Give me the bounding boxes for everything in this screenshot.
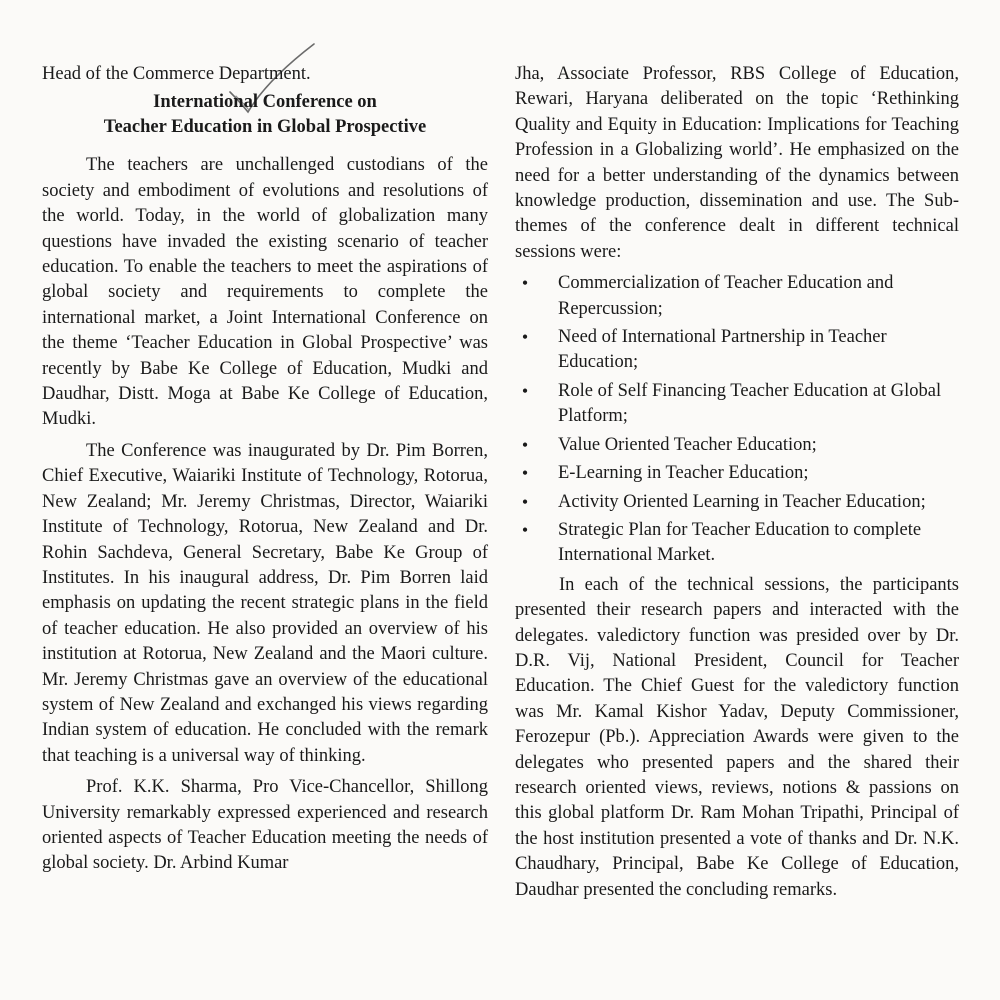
article-heading-line-2: Teacher Education in Global Prospective <box>103 117 427 138</box>
paragraph-inauguration: The Conference was inaugurated by Dr. Pim Borren, Chief Executive, Waiariki Institute of Technology, Rotorua, New Zealand; Mr. Jeremy Christmas, Director, Waiariki Institute of Technology, Rotorua, New Zealand and Dr. Rohin Sachdeva, General Secretary, Babe Ke Group of Institutes. In his inaugural address, Dr. Pim Borren laid emphasis on updating the recent strategic plans in the field of teacher education. He also provided an overview of his institution at Rotorua, New Zealand and the Maori culture. Mr. Jeremy Christmas gave an overview of the educational system of New Zealand and exchanged his views regarding Indian system of education. He concluded with the remark that teaching is a universal way of thinking. <box>42 440 488 766</box>
list-item-text: Role of Self Financing Teacher Education at Global Platform; <box>558 380 942 427</box>
paragraph-intro: The teachers are unchallenged custodians of the society and embodiment of evolutions and resolutions of the world. Today, in the world of globalization many questions have invaded the existing scenario of teacher education. To enable the teachers to meet the aspirations of global society and requirements to complete the international market, a Joint International Conference on the theme ‘Teacher Education in Global Prospective’ was recently by Babe Ke College of Education, Mudki and Daudhar, Distt. Moga at Babe Ke College of Education, Mudki. <box>42 155 488 430</box>
list-item-text: Strategic Plan for Teacher Education to complete International Market. <box>558 519 922 566</box>
list-item <box>515 433 959 458</box>
bullet-icon: • <box>521 327 529 348</box>
bullet-icon: • <box>521 463 529 484</box>
list-item <box>515 490 959 515</box>
right-column <box>515 62 959 909</box>
paragraph-keynote-continued: Jha, Associate Professor, RBS College of Education, Rewari, Haryana deliberated on the topic ‘Rethinking Quality and Equity in Education: Implications for Teaching Profession in a Globalizing world’. He emphasized on the need for a better understanding of the dynamics between knowledge production, dissemination and use. The Sub-themes of the conference dealt in different technical sessions were: <box>515 64 959 262</box>
list-item-text: Need of International Partnership in Teacher Education; <box>558 327 887 373</box>
article-heading-line-1: International Conference on <box>153 92 377 113</box>
previous-article-tail: Head of the Commerce Department. <box>42 64 311 84</box>
paragraph-keynote: Prof. K.K. Sharma, Pro Vice-Chancellor, Shillong University remarkably expressed experienced and research oriented aspects of Teacher Education meeting the needs of global society. Dr. Arbind Kumar <box>42 777 488 874</box>
bullet-icon: • <box>521 380 529 401</box>
bullet-icon: • <box>521 491 529 512</box>
bullet-icon: • <box>521 519 529 540</box>
subthemes-list <box>515 271 959 568</box>
list-item-text: Activity Oriented Learning in Teacher Education; <box>558 491 926 512</box>
list-item-text: Value Oriented Teacher Education; <box>558 434 817 455</box>
left-column <box>42 62 488 883</box>
list-item-text: E-Learning in Teacher Education; <box>558 463 809 484</box>
list-item <box>515 379 959 430</box>
list-item <box>515 461 959 486</box>
list-item <box>515 271 959 322</box>
article-heading <box>42 90 488 140</box>
bullet-icon: • <box>521 273 529 294</box>
list-item <box>515 325 959 376</box>
bullet-icon: • <box>521 434 529 455</box>
list-item-text: Commercialization of Teacher Education and Repercussion; <box>558 273 894 319</box>
list-item <box>515 518 959 569</box>
paragraph-closing: In each of the technical sessions, the participants presented their research papers and interacted with the delegates. valedictory function was presided over by Dr. D.R. Vij, National President, Council for Teacher Education. The Chief Guest for the valedictory function was Mr. Kamal Kishor Yadav, Deputy Commissioner, Ferozepur (Pb.). Appreciation Awards were given to the delegates who presented papers and the shared their research oriented views, reviews, notions & passions on this global platform Dr. Ram Mohan Tripathi, Principal of the host institution presented a vote of thanks and Dr. N.K. Chaudhary, Principal, Babe Ke College of Education, Daudhar presented the concluding remarks. <box>515 574 959 900</box>
